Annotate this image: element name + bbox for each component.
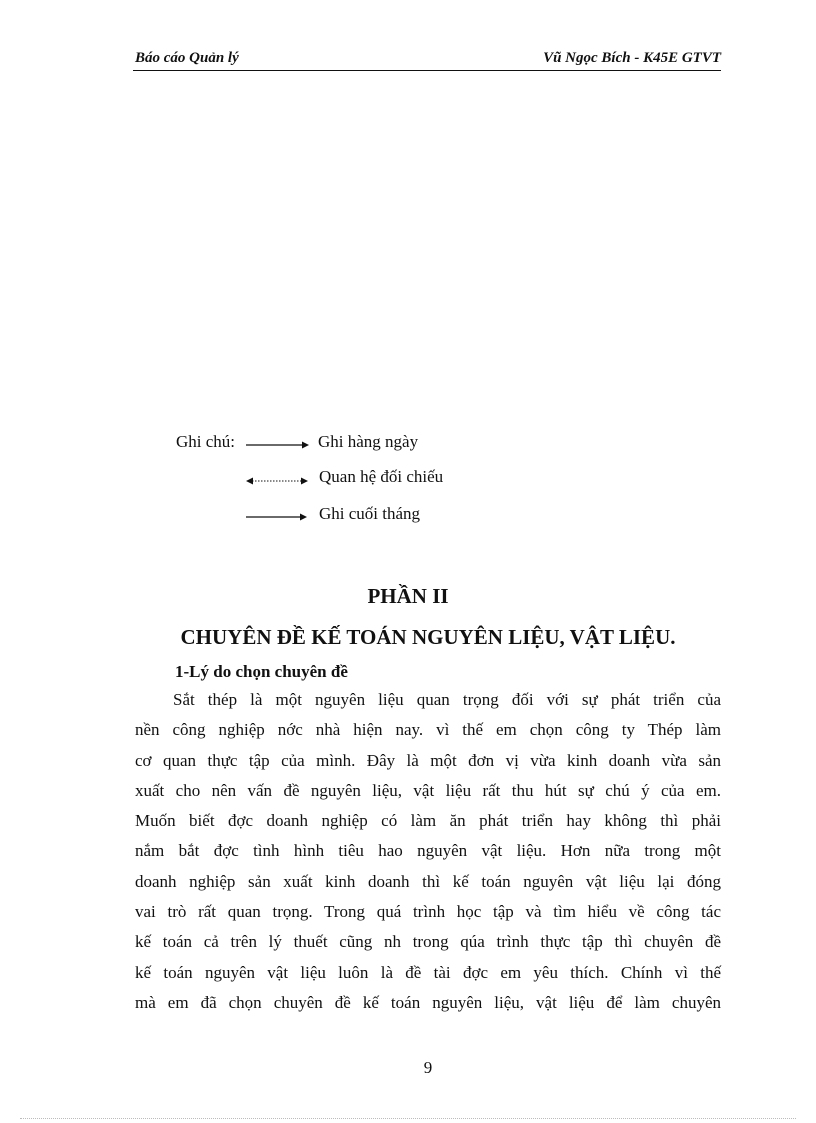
page-number: 9 (423, 1058, 433, 1077)
paragraph-line: nắm bắt đợc tình hình tiêu hao nguyên vật liệu. Hơn nữa trong một (135, 841, 721, 861)
body-paragraph (135, 685, 721, 1018)
header-left-text: Báo cáo Quản lý (135, 50, 239, 66)
legend-title: Ghi chú: (176, 432, 236, 451)
solid-right-arrow-icon (246, 512, 308, 522)
chapter-title: CHUYÊN ĐỀ KẾ TOÁN NGUYÊN LIỆU, VẬT LIỆU. (180, 625, 676, 649)
legend-label-monthly: Ghi cuối tháng (319, 504, 421, 523)
part-title: PHẦN II (367, 584, 449, 608)
page-header (133, 50, 721, 71)
paragraph-line: Sắt thép là một nguyên liệu quan trọng đối với sự phát triển của (173, 690, 721, 709)
paragraph-line: kế toán nguyên vật liệu luôn là đề tài đợc em yêu thích. Chính vì thế (135, 962, 721, 982)
paragraph-line: vai trò rất quan trọng. Trong quá trình học tập và tìm hiểu về công tác (135, 902, 721, 922)
legend-row-monthly (176, 504, 476, 526)
paragraph-line: mà em đã chọn chuyên đề kế toán nguyên liệu, vật liệu để làm chuyên (135, 992, 721, 1012)
legend-label-reconcile: Quan hệ đối chiếu (319, 467, 444, 486)
paragraph-line: nền công nghiệp nớc nhà hiện nay. vì thế em chọn công ty Thép làm (135, 720, 721, 740)
header-right-text: Vũ Ngọc Bích - K45E GTVT (543, 50, 721, 66)
paragraph-line: xuất cho nên vấn đề nguyên liệu, vật liệu rất thu hút sự chú ý của em. (135, 780, 721, 800)
paragraph-line: cơ quan thực tập của mình. Đây là một đơn vị vừa kinh doanh vừa sản (135, 750, 721, 770)
solid-right-arrow-icon (246, 440, 310, 450)
paragraph-line: kế toán cả trên lý thuết cũng nh trong qúa trình thực tập thì chuyên đề (135, 932, 721, 952)
section-heading: 1-Lý do chọn chuyên đề (175, 662, 348, 681)
paragraph-line: Muốn biết đợc doanh nghiệp có làm ăn phát triển hay không thì phải (135, 811, 721, 831)
legend-row-daily (176, 432, 476, 454)
legend-row-reconcile (176, 467, 476, 489)
legend-label-daily: Ghi hàng ngày (318, 432, 419, 451)
footer-divider (20, 1118, 796, 1119)
dotted-double-arrow-icon (246, 476, 308, 486)
paragraph-line: doanh nghiệp sản xuất kinh doanh thì kế toán nguyên vật liệu lại đóng (135, 871, 721, 891)
